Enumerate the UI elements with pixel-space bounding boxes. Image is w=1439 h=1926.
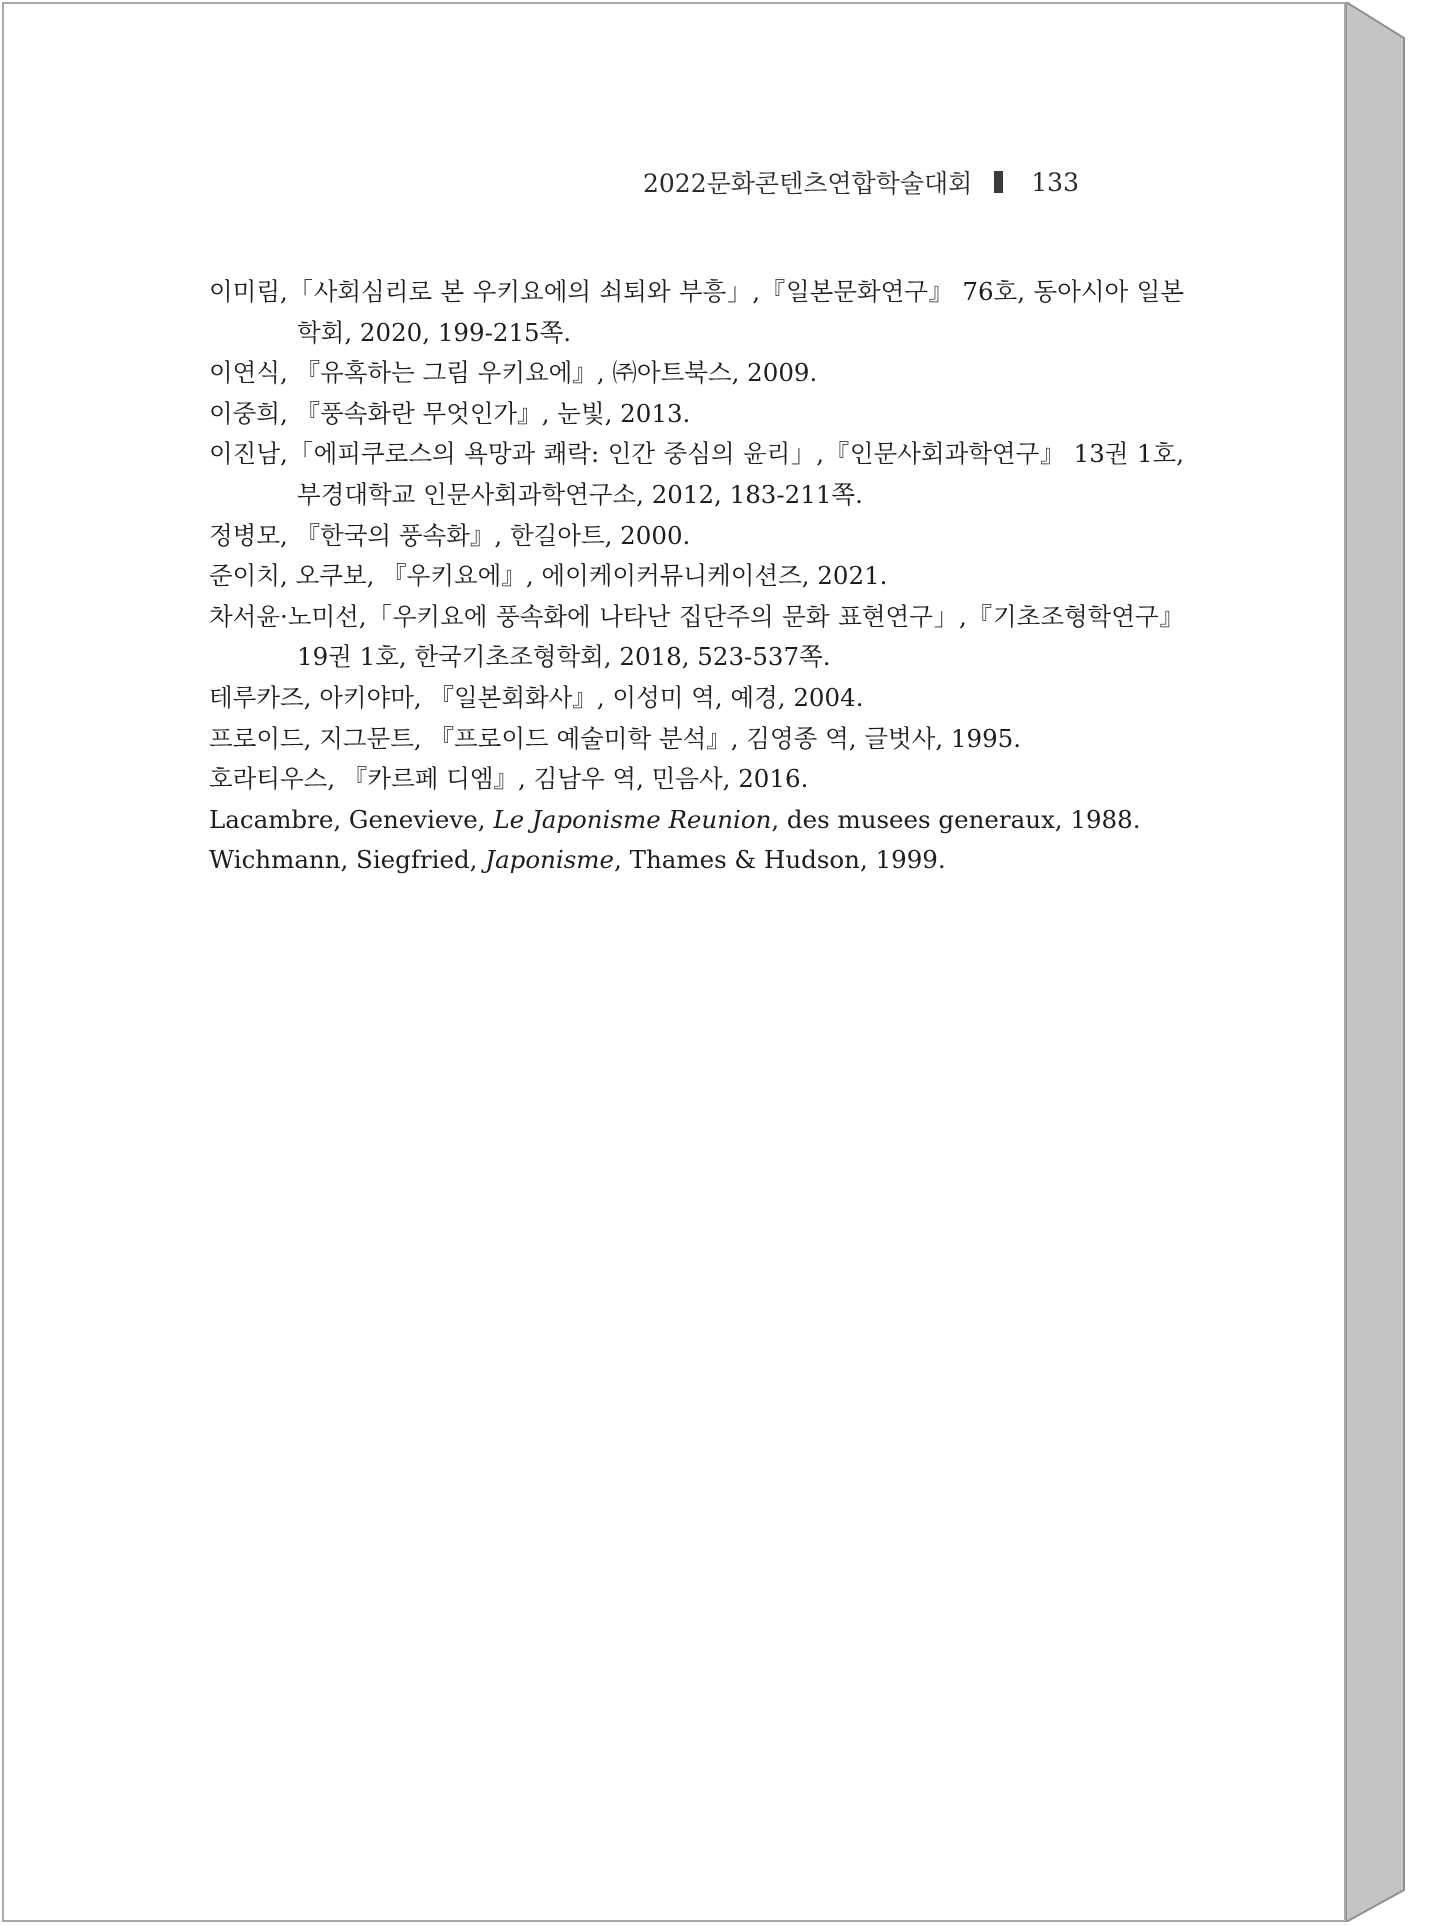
book-edge [1346, 2, 1408, 1922]
header-title: 2022문화콘텐츠연합학술대회 [643, 169, 973, 198]
header-separator [994, 171, 1003, 193]
reference-list [209, 272, 1184, 881]
reference-entry: 테루카즈, 아키야마, 『일본회화사』, 이성미 역, 예경, 2004. [209, 682, 864, 712]
reference-entry: 이진남,「에피쿠로스의 욕망과 쾌락: 인간 중심의 윤리」,『인문사회과학연구』 13권 1호, 부경대학교 인문사회과학연구소, 2012, 183-211쪽. [209, 439, 1184, 509]
reference-entry: 이중희, 『풍속화란 무엇인가』, 눈빛, 2013. [209, 398, 691, 428]
reference-entry: 이미림,「사회심리로 본 우키요에의 쇠퇴와 부흥」,『일본문화연구』 76호, 동아시아 일본학회, 2020, 199-215쪽. [209, 277, 1184, 347]
reference-title: Japonisme [485, 845, 615, 875]
book-edge-shape [1346, 2, 1408, 1922]
reference-title: Le Japonisme Reunion [493, 804, 772, 834]
reference-entry: 차서윤·노미선,「우키요에 풍속화에 나타난 집단주의 문화 표현연구」,『기초조형학연구』 19권 1호, 한국기초조형학회, 2018, 523-537쪽. [209, 601, 1184, 672]
reference-entry [209, 800, 1184, 841]
page-number: 133 [1031, 167, 1079, 197]
reference-entry [209, 840, 1184, 881]
reference-entry: 준이치, 오쿠보, 『우키요에』, 에이케이커뮤니케이션즈, 2021. [209, 561, 888, 591]
running-header [643, 164, 1079, 200]
reference-author: Lacambre, Genevieve, [209, 804, 494, 834]
book-page [2, 2, 1346, 1922]
reference-publisher: , des musees generaux, 1988. [771, 804, 1141, 834]
reference-entry: 호라티우스, 『카르페 디엠』, 김남우 역, 민음사, 2016. [209, 764, 809, 794]
reference-author: Wichmann, Siegfried, [209, 845, 486, 875]
reference-publisher: , Thames & Hudson, 1999. [614, 845, 946, 875]
reference-entry: 정병모, 『한국의 풍속화』, 한길아트, 2000. [209, 520, 691, 550]
reference-entry: 이연식, 『유혹하는 그림 우키요에』, ㈜아트북스, 2009. [209, 358, 818, 388]
reference-entry: 프로이드, 지그문트, 『프로이드 예술미학 분석』, 김영종 역, 글벗사, 1995. [209, 723, 1022, 753]
